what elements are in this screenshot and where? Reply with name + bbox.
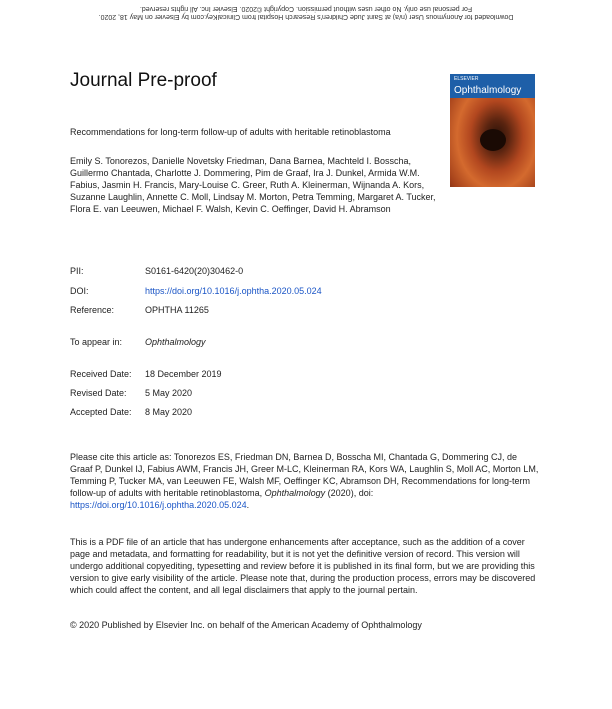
download-watermark: [0, 4, 612, 20]
journal-preproof-heading: Journal Pre-proof: [70, 70, 217, 91]
watermark-line-1: Downloaded for Anonymous User (n/a) at Saint Jude Children's Research Hospital from ClinicalKey.com by Elsevier on May 18, 2020.: [98, 13, 514, 20]
journal-cover-image: [450, 74, 535, 187]
doi-link[interactable]: https://doi.org/10.1016/j.ophtha.2020.05.024: [145, 286, 322, 296]
article-title: Recommendations for long-term follow-up of adults with heritable retinoblastoma: [70, 127, 391, 137]
appear-value: Ophthalmology: [145, 337, 206, 347]
accepted-value: 8 May 2020: [145, 407, 193, 417]
doi-label: DOI:: [70, 286, 89, 296]
reference-value: OPHTHA 11265: [145, 305, 209, 315]
reference-label: Reference:: [70, 305, 115, 315]
citation-year-doi: (2020), doi:: [325, 488, 374, 498]
cover-eye-pupil: [480, 129, 506, 151]
received-label: Received Date:: [70, 369, 132, 379]
disclaimer-paragraph: This is a PDF file of an article that has undergone enhancements after acceptance, such as the addition of a cover page and metadata, and formatting for readability, but it is not yet the definitive version of record. This version will undergo additional copyediting, typesetting and review before it is published in its final form, but we are providing this version to give early visibility of the article. Please note that, during the production process, errors may be discovered which could affect the content, and all legal disclaimers that apply to the journal pertain.: [70, 537, 536, 595]
cover-logo-text: ELSEVIER: [454, 76, 479, 82]
accepted-label: Accepted Date:: [70, 407, 132, 417]
pii-value: S0161-6420(20)30462-0: [145, 266, 244, 276]
citation-block: [70, 451, 540, 511]
revised-value: 5 May 2020: [145, 388, 193, 398]
citation-end: .: [246, 500, 250, 510]
citation-doi-link[interactable]: https://doi.org/10.1016/j.ophtha.2020.05.024: [70, 500, 247, 510]
revised-label: Revised Date:: [70, 388, 127, 398]
received-value: 18 December 2019: [145, 369, 222, 379]
citation-text: Please cite this article as: Tonorezos ES, Friedman DN, Barnea D, Bosscha MI, Chantada G, Dommering CJ, de Graaf P, Dunkel IJ, Fabius AWM, Francis JH, Greer M-LC, Kleinerman RA, Kors WA, Laughlin S, Moll AC, Morton LM, Temming P, Tucker MA, van Leeuwen FE, Walsh MF, Oeffinger KC, Abramson DH, Recommendations for long-term follow-up of adults with heritable retinoblastoma,: [70, 452, 539, 498]
copyright-notice: © 2020 Published by Elsevier Inc. on behalf of the American Academy of Ophthalmology: [70, 620, 422, 630]
appear-label: To appear in:: [70, 337, 123, 347]
pii-label: PII:: [70, 266, 84, 276]
author-list: Emily S. Tonorezos, Danielle Novetsky Friedman, Dana Barnea, Machteld I. Bosscha, Guillermo Chantada, Charlotte J. Dommering, Pim de Graaf, Ira J. Dunkel, Armida W.M. Fabius, Jasmin H. Francis, Mary-Louise C. Greer, Ruth A. Kleinerman, Wijnanda A. Kors, Suzanne Laughlin, Annette C. Moll, Lindsay M. Morton, Petra Temming, Margaret A. Tucker, Flora E. van Leeuwen, Michael F. Walsh, Kevin C. Oeffinger, David H. Abramson: [70, 156, 436, 214]
citation-journal: Ophthalmology: [264, 488, 326, 498]
watermark-line-2: For personal use only. No other uses without permission. Copyright ©2020. Elsevier Inc. All rights reserved.: [139, 5, 473, 12]
cover-journal-name: Ophthalmology: [454, 85, 522, 96]
